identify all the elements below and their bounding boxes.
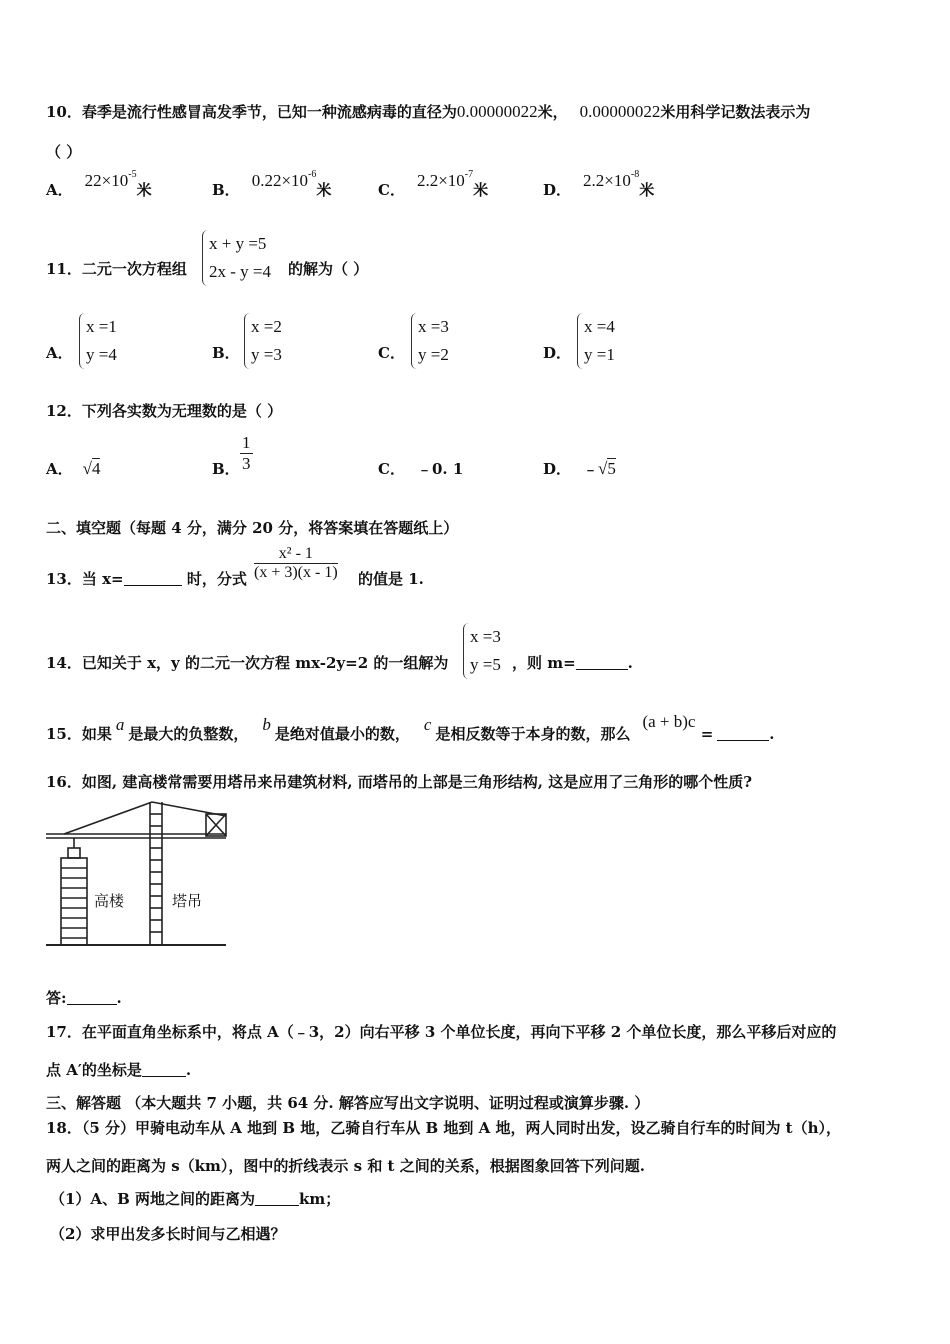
q13-answer-blank[interactable] <box>124 571 182 586</box>
q10-stem: 10．春季是流行性感冒高发季节，已知一种流感病毒的直径为0.00000022米， 0.00000022米用科学记数法表示为 <box>46 102 811 121</box>
q11-option-c-system: x =3 y =2 <box>411 313 449 369</box>
q17-stem-line1: 17．在平面直角坐标系中，将点 A（﹣3，2）向右平移 3 个单位长度，再向下平移 2 个单位长度，那么平移后对应的 <box>46 1023 837 1041</box>
q16-answer-line: 答: . <box>46 989 122 1007</box>
q18-stem-line2: 两人之间的距离为 s（km），图中的折线表示 s 和 t 之间的关系，根据图象回答下列问题. <box>46 1157 645 1175</box>
q12-option-a[interactable]: A． √4 <box>46 459 101 478</box>
q14-stem-label: 14．已知关于 x，y 的二元一次方程 mx-2y=2 的一组解为 <box>46 654 449 672</box>
q10-number-2: 0.00000022 <box>579 102 661 121</box>
q10-option-a[interactable]: A． $22\times 10^{-5}$米 <box>46 169 152 199</box>
section-2-heading: 二、填空题（每题 4 分，满分 20 分，将答案填在答题纸上） <box>46 519 459 537</box>
q11-equation-system: x + y =5 2x - y =4 <box>202 230 271 286</box>
q10-number-1: 0.00000022 <box>456 102 538 121</box>
q18-part-1: （1）A、B 两地之间的距离为 km； <box>50 1190 341 1208</box>
q11-option-c[interactable]: C． <box>378 344 405 362</box>
building-label: 高楼 <box>94 892 125 910</box>
q10-option-c[interactable]: C． $2.2\times 10^{-7}$米 <box>378 169 489 199</box>
building-outline <box>61 858 87 945</box>
q18-stem-line1: 18．（5 分）甲骑电动车从 A 地到 B 地，乙骑自行车从 B 地到 A 地，两人同时出发，设乙骑自行车的时间为 t（h）， <box>46 1119 842 1137</box>
q14-solution-system: x =3 y =5 <box>463 623 501 679</box>
q17-stem-line2: 点 A′的坐标是 . <box>46 1061 192 1079</box>
q11-option-b-system: x =2 y =3 <box>244 313 282 369</box>
section-3-heading: 三、解答题 （本大题共 7 小题，共 64 分. 解答应写出文字说明、证明过程或演算步骤. ） <box>46 1094 650 1112</box>
q10-option-b[interactable]: B． $0.22\times 10^{-6}$米 <box>212 169 332 199</box>
tower-crane-figure <box>44 800 234 950</box>
q14-answer-blank[interactable] <box>576 655 628 670</box>
q15-stem: 15．如果 a 是最大的负整数， b 是绝对值最小的数， c 是相反数等于本身的数，那么(a + b)c = . <box>46 712 775 743</box>
q12-option-b[interactable]: B． <box>212 460 240 478</box>
q11-option-d[interactable]: D． <box>543 344 572 362</box>
q16-answer-blank[interactable] <box>67 990 117 1005</box>
q11-option-a-system: x =1 y =4 <box>79 313 117 369</box>
q11-option-d-system: x =4 y =1 <box>577 313 615 369</box>
q13-fraction: $\frac{\text{x² - 1}}{(x + 3)(x - 1)}$ <box>254 545 338 581</box>
q15-answer-blank[interactable] <box>717 726 769 741</box>
q18-part1-answer-blank[interactable] <box>255 1191 299 1206</box>
q10-paren: （ ） <box>46 143 82 161</box>
q11-option-b[interactable]: B． <box>212 344 240 362</box>
q11-option-a[interactable]: A． <box>46 344 73 362</box>
q10-option-d[interactable]: D． $2.2\times 10^{-8}$米 <box>543 169 655 199</box>
q18-part-2: （2）求甲出发多长时间与乙相遇？ <box>50 1225 286 1243</box>
crane-tie-left <box>64 802 152 834</box>
q14-stem-end: ，则 m= . <box>512 654 633 672</box>
q12-option-d[interactable]: D． ﹣√5 <box>543 459 616 478</box>
q12-stem: 12．下列各实数为无理数的是（ ） <box>46 402 283 420</box>
q17-answer-blank[interactable] <box>142 1062 186 1077</box>
crane-label: 塔吊 <box>172 892 203 910</box>
q12-option-b-fraction: $\frac{1}{3}$ <box>242 433 251 473</box>
q13-stem: 13．当 x= 时，分式 <box>46 570 247 588</box>
q12-option-c[interactable]: C． ﹣0. 1 <box>378 460 464 478</box>
q11-stem-label: 11．二元一次方程组 <box>46 260 187 278</box>
q11-stem-end: 的解为（ ） <box>288 260 369 278</box>
q13-stem-end: 的值是 1. <box>358 570 424 588</box>
crane-load <box>68 848 80 858</box>
q16-stem: 16．如图, 建高楼常需要用塔吊来吊建筑材料, 而塔吊的上部是三角形结构, 这是应用了三角形的哪个性质? <box>46 773 753 791</box>
